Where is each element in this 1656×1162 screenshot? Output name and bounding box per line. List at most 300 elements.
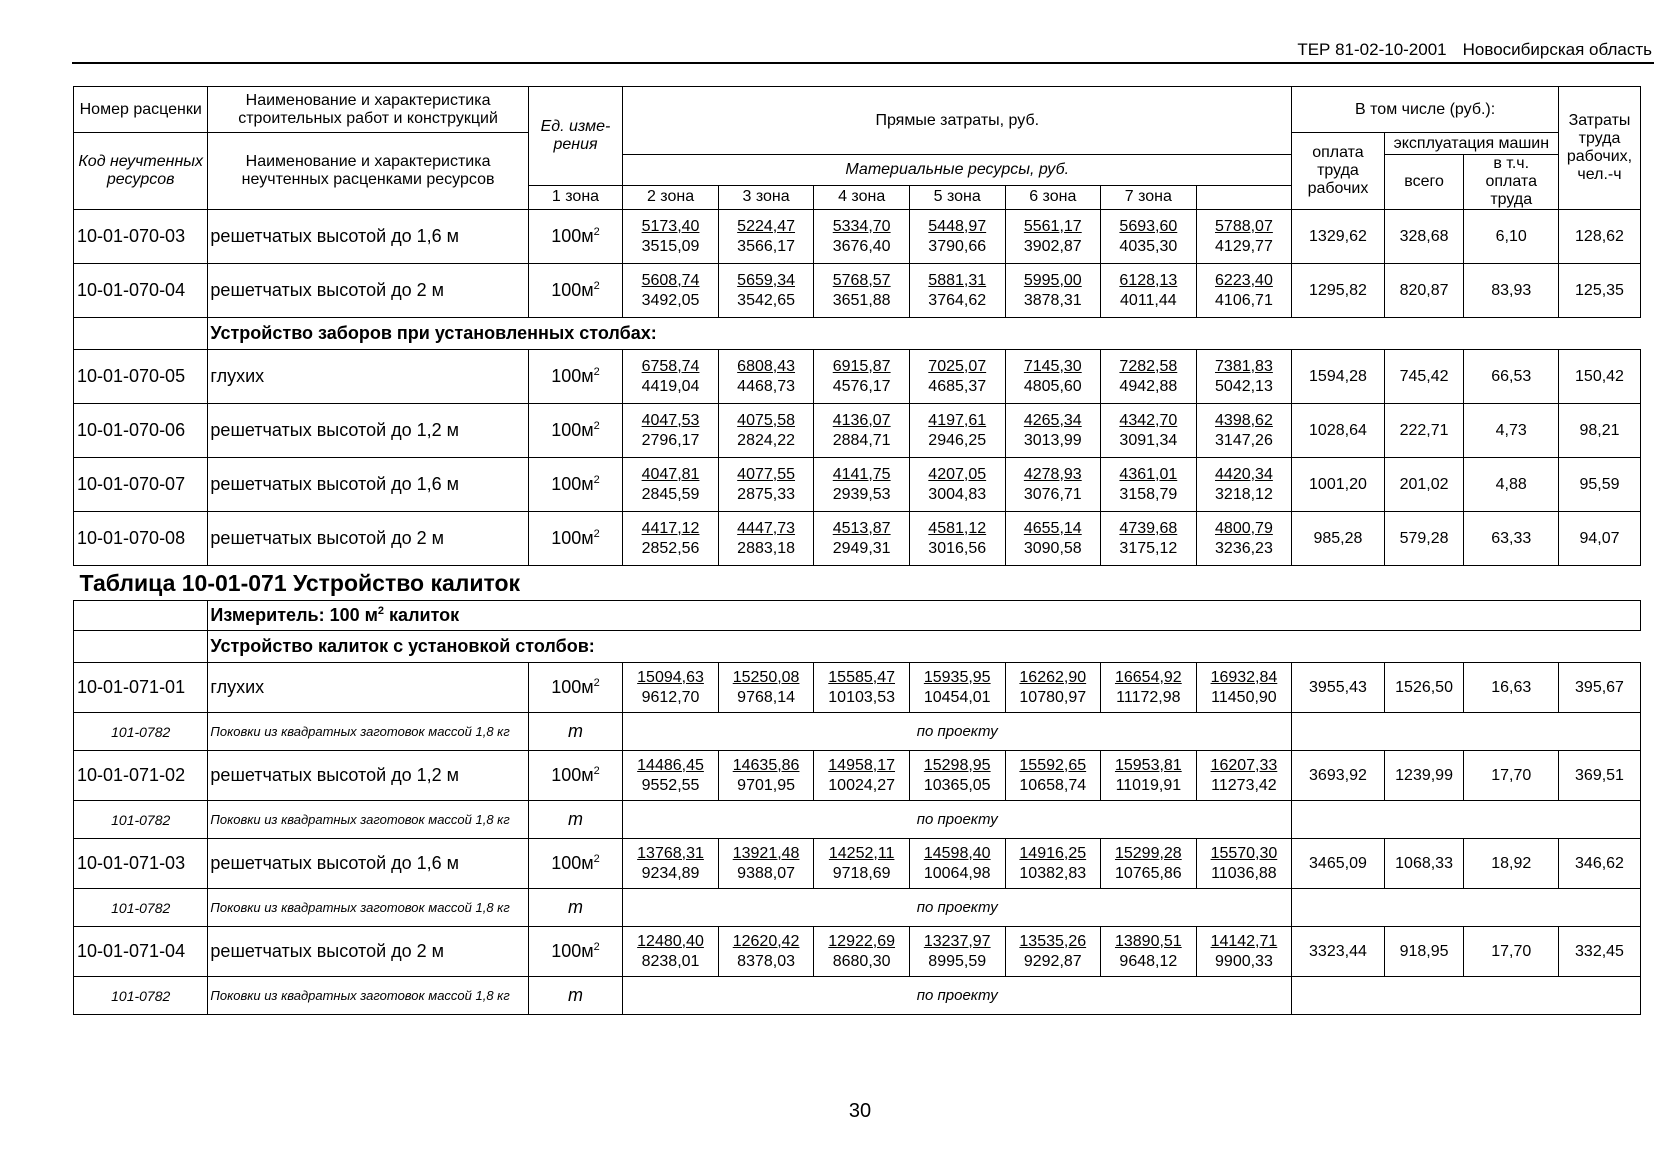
page-number: 30: [848, 1100, 872, 1122]
labor-value: 125,35: [1558, 264, 1640, 318]
table-row: [74, 264, 1641, 318]
wages-value: 3693,92: [1292, 751, 1384, 801]
unit-power: 2: [593, 366, 600, 378]
col-wages-header: оплата труда рабочих: [1292, 133, 1384, 210]
zone-4-cost: [909, 751, 1005, 801]
machines-wages-value: 18,92: [1464, 839, 1559, 889]
zone-2-cost: [718, 458, 814, 512]
material-cost-value: 10382,83: [1019, 864, 1087, 882]
wages-value: 1329,62: [1292, 210, 1384, 264]
unit-cell: [528, 350, 623, 404]
table-row: [74, 663, 1641, 713]
unit-text: 100м: [551, 941, 594, 961]
direct-cost-value: 4197,61: [928, 411, 987, 429]
unit-cell: [528, 839, 623, 889]
wages-value: 1594,28: [1292, 350, 1384, 404]
material-cost-value: 11019,91: [1115, 776, 1182, 794]
resource-code: 101-0782: [74, 713, 208, 751]
material-cost-value: 3492,05: [641, 291, 700, 309]
wages-value: 1295,82: [1292, 264, 1384, 318]
direct-cost-value: 5693,60: [1119, 217, 1178, 235]
direct-cost-value: 15592,65: [1019, 756, 1087, 774]
col-labor-header: Затраты труда рабочих, чел.-ч: [1558, 87, 1640, 210]
direct-cost-value: 14252,11: [828, 844, 895, 862]
direct-cost-value: 5224,47: [737, 217, 796, 235]
wages-value: 985,28: [1292, 512, 1384, 566]
zone-2-cost: [718, 512, 814, 566]
section-row-fences: [74, 318, 1641, 350]
material-cost-value: 4685,37: [928, 377, 987, 395]
zone-1-cost: [623, 927, 719, 977]
unit-text: 100м: [551, 474, 594, 494]
material-cost-value: 2875,33: [737, 485, 796, 503]
machines-wages-value: 6,10: [1464, 210, 1559, 264]
direct-cost-value: 4047,81: [641, 465, 700, 483]
direct-cost-value: 6128,13: [1119, 271, 1178, 289]
wages-value: 3955,43: [1292, 663, 1384, 713]
zone-5-cost: [1005, 404, 1101, 458]
table-row: [74, 404, 1641, 458]
labor-value: 150,42: [1558, 350, 1640, 404]
zone-5-cost: [1005, 839, 1101, 889]
material-cost-value: 9768,14: [737, 688, 796, 706]
wages-value: 3323,44: [1292, 927, 1384, 977]
resource-unit: т: [528, 713, 623, 751]
direct-cost-value: 4800,79: [1215, 519, 1273, 537]
resource-note: по проекту: [623, 713, 1292, 751]
zone-3-header: 3 зона: [718, 185, 814, 209]
zone-1-cost: [623, 350, 719, 404]
direct-cost-value: 14916,25: [1019, 844, 1087, 862]
machines-total-value: 745,42: [1384, 350, 1464, 404]
material-cost-value: 10658,74: [1019, 776, 1087, 794]
zone-6-cost: [1101, 404, 1197, 458]
material-cost-value: 4011,44: [1120, 291, 1177, 309]
material-cost-value: 3158,79: [1119, 485, 1178, 503]
resource-unit: т: [528, 889, 623, 927]
col-machines-header: эксплуатация машин: [1384, 133, 1558, 155]
rate-code: 10-01-071-02: [74, 751, 208, 801]
work-name: глухих: [208, 350, 528, 404]
meter-empty-cell: [74, 601, 208, 631]
work-name: решетчатых высотой до 2 м: [208, 512, 528, 566]
direct-cost-value: 5448,97: [928, 217, 987, 235]
material-cost-value: 3076,71: [1023, 485, 1082, 503]
zone-1-header: 1 зона: [528, 185, 623, 209]
direct-cost-value: 15570,30: [1210, 844, 1278, 862]
unit-text: 100м: [551, 765, 594, 785]
direct-cost-value: 16932,84: [1210, 668, 1278, 686]
unit-power: 2: [593, 941, 600, 953]
machines-total-value: 918,95: [1384, 927, 1464, 977]
material-cost-value: 4419,04: [641, 377, 700, 395]
material-cost-value: 2884,71: [832, 431, 891, 449]
material-cost-value: 2949,31: [832, 539, 891, 557]
zone-5-cost: [1005, 663, 1101, 713]
zone-7-cost: [1196, 512, 1292, 566]
unit-power: 2: [593, 677, 600, 689]
resource-unit: т: [528, 977, 623, 1015]
table-title-row: [74, 566, 1641, 601]
section-title: Устройство калиток с установкой столбов:: [208, 631, 1641, 663]
region-name: Новосибирская область: [1462, 40, 1652, 59]
unit-power: 2: [593, 280, 600, 292]
zone-4-cost: [909, 210, 1005, 264]
direct-cost-value: 4361,01: [1119, 465, 1178, 483]
work-name: решетчатых высотой до 2 м: [208, 927, 528, 977]
zone-6-cost: [1101, 663, 1197, 713]
zone-4-cost: [909, 458, 1005, 512]
material-cost-value: 9388,07: [737, 864, 796, 882]
material-cost-value: 9648,12: [1119, 952, 1178, 970]
material-cost-value: 9234,89: [641, 864, 700, 882]
zone-5-cost: [1005, 927, 1101, 977]
zone-3-cost: [814, 404, 910, 458]
zone-5-cost: [1005, 210, 1101, 264]
direct-cost-value: 5881,31: [928, 271, 987, 289]
machines-wages-value: 16,63: [1464, 663, 1559, 713]
direct-cost-value: 13535,26: [1019, 932, 1087, 950]
material-cost-value: 3676,40: [832, 237, 891, 255]
work-name: решетчатых высотой до 1,6 м: [208, 839, 528, 889]
material-cost-value: 8680,30: [832, 952, 891, 970]
zone-7-cost: [1196, 210, 1292, 264]
resource-row: [74, 977, 1641, 1015]
zone-4-cost: [909, 264, 1005, 318]
rate-code: 10-01-071-04: [74, 927, 208, 977]
machines-total-value: 1526,50: [1384, 663, 1464, 713]
machines-total-value: 820,87: [1384, 264, 1464, 318]
material-cost-value: 4576,17: [832, 377, 891, 395]
direct-cost-value: 5561,17: [1023, 217, 1082, 235]
direct-cost-value: 15585,47: [828, 668, 896, 686]
zone-2-cost: [718, 350, 814, 404]
unit-power: 2: [593, 474, 600, 486]
zone-4-cost: [909, 404, 1005, 458]
rate-code: 10-01-070-05: [74, 350, 208, 404]
direct-cost-value: 4136,07: [832, 411, 891, 429]
resource-row: [74, 713, 1641, 751]
zone-6-cost: [1101, 458, 1197, 512]
material-cost-value: 10765,86: [1114, 864, 1182, 882]
material-cost-value: 3902,87: [1023, 237, 1082, 255]
material-cost-value: 11172,98: [1116, 688, 1181, 706]
material-cost-value: 3542,65: [737, 291, 796, 309]
work-name: решетчатых высотой до 1,6 м: [208, 458, 528, 512]
zone-1-cost: [623, 751, 719, 801]
zone-7-cost: [1196, 350, 1292, 404]
machines-wages-value: 66,53: [1464, 350, 1559, 404]
material-cost-value: 10024,27: [828, 776, 896, 794]
zone-3-cost: [814, 927, 910, 977]
material-cost-value: 2845,59: [641, 485, 700, 503]
material-cost-value: 3090,58: [1023, 539, 1082, 557]
direct-cost-value: 15298,95: [923, 756, 991, 774]
col-resource-name-header: Наименование и характеристика неучтенных расценками ресурсов: [208, 133, 528, 210]
zone-3-cost: [814, 350, 910, 404]
direct-cost-value: 13921,48: [732, 844, 800, 862]
col-material-header: Материальные ресурсы, руб.: [623, 155, 1292, 186]
material-cost-value: 3147,26: [1215, 431, 1273, 449]
work-name: решетчатых высотой до 1,6 м: [208, 210, 528, 264]
zone-4-cost: [909, 927, 1005, 977]
resource-note: по проекту: [623, 801, 1292, 839]
zone-5-cost: [1005, 458, 1101, 512]
direct-cost-value: 15250,08: [732, 668, 800, 686]
zone-4-cost: [909, 663, 1005, 713]
direct-cost-value: 7025,07: [928, 357, 987, 375]
resource-note: по проекту: [623, 977, 1292, 1015]
meter-row: [74, 601, 1641, 631]
zone-6-header: 6 зона: [1005, 185, 1101, 209]
direct-cost-value: 4075,58: [737, 411, 796, 429]
zone-2-cost: [718, 210, 814, 264]
work-name: решетчатых высотой до 1,2 м: [208, 751, 528, 801]
zone-4-cost: [909, 350, 1005, 404]
direct-cost-value: 5995,00: [1023, 271, 1082, 289]
resource-empty-cell: [1292, 889, 1641, 927]
table-row: [74, 839, 1641, 889]
direct-cost-value: 15935,95: [923, 668, 991, 686]
material-cost-value: 3236,23: [1215, 539, 1273, 557]
material-cost-value: 2796,17: [641, 431, 700, 449]
zone-7-cost: [1196, 927, 1292, 977]
material-cost-value: 11036,88: [1211, 864, 1277, 882]
direct-cost-value: 5768,57: [832, 271, 891, 289]
material-cost-value: 10780,97: [1019, 688, 1087, 706]
material-cost-value: 3013,99: [1023, 431, 1082, 449]
unit-text: 100м: [551, 853, 594, 873]
zone-3-cost: [814, 210, 910, 264]
resource-empty-cell: [1292, 977, 1641, 1015]
material-cost-value: 3004,83: [928, 485, 987, 503]
meter-suffix: калиток: [384, 605, 460, 625]
direct-cost-value: 5173,40: [641, 217, 700, 235]
labor-value: 94,07: [1558, 512, 1640, 566]
labor-value: 98,21: [1558, 404, 1640, 458]
table-row: [74, 350, 1641, 404]
direct-cost-value: 13768,31: [637, 844, 704, 862]
unit-text: 100м: [551, 420, 594, 440]
material-cost-value: 3790,66: [928, 237, 987, 255]
material-cost-value: 11273,42: [1211, 776, 1277, 794]
material-cost-value: 4942,88: [1119, 377, 1178, 395]
direct-cost-value: 13890,51: [1114, 932, 1182, 950]
zone-1-cost: [623, 839, 719, 889]
material-cost-value: 3016,56: [928, 539, 987, 557]
unit-power: 2: [593, 853, 600, 865]
material-cost-value: 4035,30: [1119, 237, 1178, 255]
wages-value: 3465,09: [1292, 839, 1384, 889]
zone-5-cost: [1005, 264, 1101, 318]
unit-cell: [528, 927, 623, 977]
direct-cost-value: 4513,87: [832, 519, 891, 537]
material-cost-value: 2939,53: [832, 485, 891, 503]
labor-value: 346,62: [1558, 839, 1640, 889]
rate-code: 10-01-070-03: [74, 210, 208, 264]
section-title: Устройство заборов при установленных столбах:: [208, 318, 1641, 350]
direct-cost-value: 7381,83: [1215, 357, 1273, 375]
col-machines-wages-header: в т.ч. оплата труда: [1464, 155, 1559, 210]
direct-cost-value: 6758,74: [641, 357, 700, 375]
zone-6-cost: [1101, 512, 1197, 566]
zone-1-cost: [623, 404, 719, 458]
unit-cell: [528, 264, 623, 318]
material-cost-value: 10365,05: [923, 776, 991, 794]
labor-value: 128,62: [1558, 210, 1640, 264]
direct-cost-value: 4141,75: [832, 465, 891, 483]
zone-2-cost: [718, 404, 814, 458]
rate-code: 10-01-070-08: [74, 512, 208, 566]
zone-7-cost: [1196, 839, 1292, 889]
meter-prefix: Измеритель: 100 м: [210, 605, 378, 625]
rate-code: 10-01-070-04: [74, 264, 208, 318]
material-cost-value: 10064,98: [923, 864, 991, 882]
meter-cell: [208, 601, 1641, 631]
resource-name: Поковки из квадратных заготовок массой 1,8 кг: [208, 977, 528, 1015]
unit-cell: [528, 458, 623, 512]
machines-total-value: 579,28: [1384, 512, 1464, 566]
labor-value: 369,51: [1558, 751, 1640, 801]
resource-name: Поковки из квадратных заготовок массой 1,8 кг: [208, 713, 528, 751]
unit-cell: [528, 210, 623, 264]
machines-total-value: 201,02: [1384, 458, 1464, 512]
direct-cost-value: 5788,07: [1215, 217, 1273, 235]
zone-3-cost: [814, 264, 910, 318]
material-cost-value: 9612,70: [641, 688, 700, 706]
zone-7-header: 7 зона: [1101, 185, 1197, 209]
resource-code: 101-0782: [74, 977, 208, 1015]
machines-total-value: 222,71: [1384, 404, 1464, 458]
zone-3-cost: [814, 458, 910, 512]
zone-1-cost: [623, 264, 719, 318]
zone-6-cost: [1101, 264, 1197, 318]
zone-2-cost: [718, 264, 814, 318]
wages-value: 1028,64: [1292, 404, 1384, 458]
unit-text: 100м: [551, 677, 594, 697]
resource-code: 101-0782: [74, 889, 208, 927]
rate-code: 10-01-070-06: [74, 404, 208, 458]
zone-1-cost: [623, 458, 719, 512]
direct-cost-value: 14142,71: [1210, 932, 1278, 950]
resource-unit: т: [528, 801, 623, 839]
material-cost-value: 3091,34: [1119, 431, 1178, 449]
machines-wages-value: 4,88: [1464, 458, 1559, 512]
material-cost-value: 4468,73: [737, 377, 796, 395]
zone-7-cost: [1196, 663, 1292, 713]
resource-code: 101-0782: [74, 801, 208, 839]
material-cost-value: 3175,12: [1119, 539, 1178, 557]
direct-cost-value: 4278,93: [1023, 465, 1082, 483]
table-row: [74, 512, 1641, 566]
direct-cost-value: 4447,73: [737, 519, 796, 537]
rate-code: 10-01-071-01: [74, 663, 208, 713]
machines-wages-value: 17,70: [1464, 927, 1559, 977]
zone-4-header: 4 зона: [814, 185, 910, 209]
machines-wages-value: 83,93: [1464, 264, 1559, 318]
zone-3-cost: [814, 751, 910, 801]
resource-name: Поковки из квадратных заготовок массой 1,8 кг: [208, 889, 528, 927]
direct-cost-value: 15094,63: [637, 668, 704, 686]
zone-6-cost: [1101, 839, 1197, 889]
material-cost-value: 9701,95: [737, 776, 796, 794]
direct-cost-value: 14486,45: [637, 756, 704, 774]
section-empty-cell: [74, 631, 208, 663]
table-row: [74, 751, 1641, 801]
rate-code: 10-01-070-07: [74, 458, 208, 512]
unit-text: 100м: [551, 366, 594, 386]
rate-code: 10-01-071-03: [74, 839, 208, 889]
unit-cell: [528, 663, 623, 713]
material-cost-value: 4129,77: [1215, 237, 1273, 255]
resource-name: Поковки из квадратных заготовок массой 1,8 кг: [208, 801, 528, 839]
work-name: глухих: [208, 663, 528, 713]
material-cost-value: 11450,90: [1211, 688, 1277, 706]
direct-cost-value: 16654,92: [1114, 668, 1182, 686]
wages-value: 1001,20: [1292, 458, 1384, 512]
material-cost-value: 3218,12: [1215, 485, 1273, 503]
zone-5-header: 5 зона: [909, 185, 1005, 209]
resource-empty-cell: [1292, 713, 1641, 751]
zone-7-cost: [1196, 458, 1292, 512]
zone-5-cost: [1005, 350, 1101, 404]
zone-4-cost: [909, 839, 1005, 889]
zone-1-cost: [623, 663, 719, 713]
direct-cost-value: 4655,14: [1023, 519, 1082, 537]
zone-1-cost: [623, 512, 719, 566]
material-cost-value: 4805,60: [1023, 377, 1082, 395]
price-table: [73, 86, 1641, 1015]
direct-cost-value: 4265,34: [1023, 411, 1082, 429]
direct-cost-value: 4420,34: [1215, 465, 1273, 483]
material-cost-value: 10454,01: [923, 688, 991, 706]
meter-power: 2: [377, 605, 385, 617]
unit-power: 2: [593, 765, 600, 777]
direct-cost-value: 7282,58: [1119, 357, 1178, 375]
zone-6-cost: [1101, 350, 1197, 404]
col-name-header: Наименование и характеристика строительных работ и конструкций: [208, 87, 528, 133]
zone-5-cost: [1005, 751, 1101, 801]
material-cost-value: 2824,22: [737, 431, 796, 449]
direct-cost-value: 4077,55: [737, 465, 796, 483]
direct-cost-value: 6915,87: [832, 357, 891, 375]
zone-2-cost: [718, 839, 814, 889]
table-row: [74, 458, 1641, 512]
machines-wages-value: 63,33: [1464, 512, 1559, 566]
direct-cost-value: 4739,68: [1119, 519, 1178, 537]
direct-cost-value: 15953,81: [1114, 756, 1182, 774]
direct-cost-value: 4207,05: [928, 465, 987, 483]
zone-6-cost: [1101, 927, 1197, 977]
col-number-header: Номер расценки: [74, 87, 208, 133]
resource-row: [74, 889, 1641, 927]
material-cost-value: 3651,88: [832, 291, 891, 309]
material-cost-value: 9292,87: [1023, 952, 1082, 970]
direct-cost-value: 13237,97: [923, 932, 991, 950]
table-title: Таблица 10-01-071 Устройство калиток: [74, 566, 1641, 601]
zone-4-cost: [909, 512, 1005, 566]
col-direct-costs-header: Прямые затраты, руб.: [623, 87, 1292, 155]
unit-power: 2: [593, 420, 600, 432]
header-row-1: [74, 87, 1641, 133]
zone-7-cost: [1196, 264, 1292, 318]
col-resource-code-header: Код неучтенных ресурсов: [74, 133, 208, 210]
unit-cell: [528, 404, 623, 458]
zone-7-cost: [1196, 751, 1292, 801]
table-row: [74, 210, 1641, 264]
direct-cost-value: 14598,40: [923, 844, 991, 862]
document-header: [1297, 40, 1652, 60]
